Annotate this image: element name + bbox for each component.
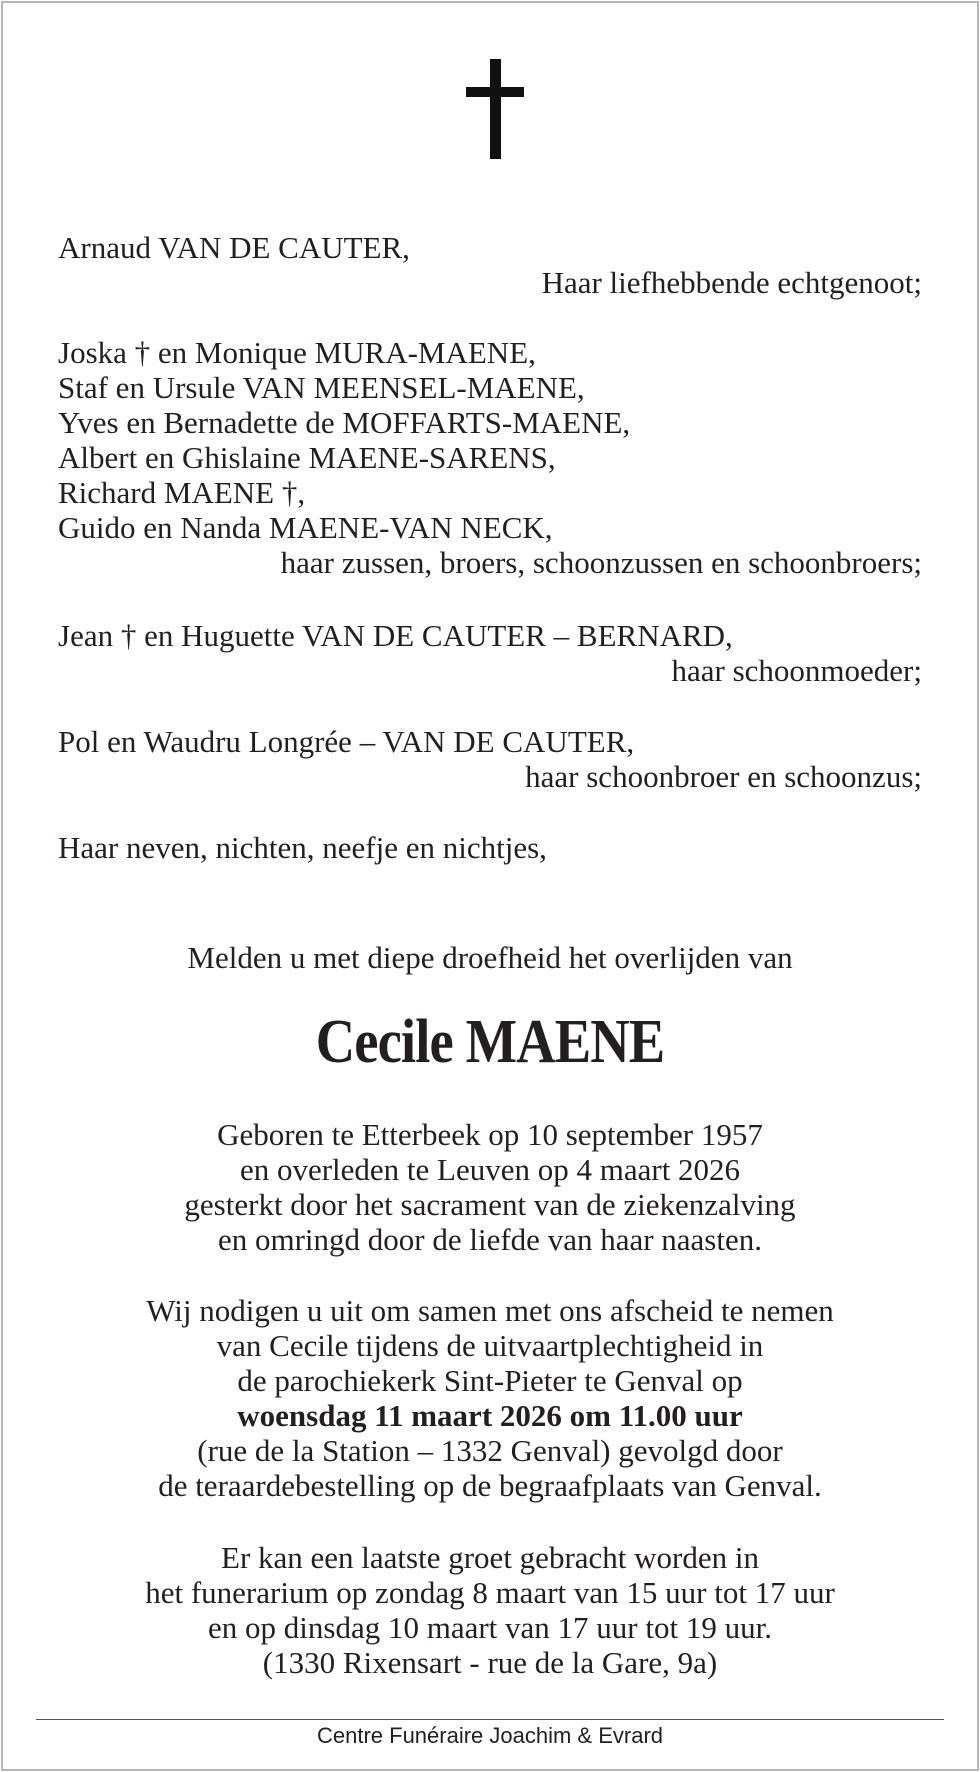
invitation-line: van Cecile tijdens de uitvaartplechtigheid in xyxy=(216,1328,764,1363)
brother-in-law-name: Pol en Waudru Longrée – VAN DE CAUTER, xyxy=(58,724,635,759)
visitation-line: en op dinsdag 10 maart van 17 uur tot 19 uur. xyxy=(208,1610,772,1645)
spouse-role: Haar liefhebbende echtgenoot; xyxy=(541,265,922,300)
sibling-line: Yves en Bernadette de MOFFARTS-MAENE, xyxy=(58,405,631,440)
detail-line: en overleden te Leuven op 4 maart 2026 xyxy=(239,1152,741,1187)
spouse-name: Arnaud VAN DE CAUTER, xyxy=(58,230,410,265)
invitation-line: de teraardebestelling op de begraafplaats van Genval. xyxy=(158,1468,822,1503)
funeral-date-time: woensdag 11 maart 2026 om 11.00 uur xyxy=(237,1398,743,1433)
visitation-line: het funerarium op zondag 8 maart van 15 uur tot 17 uur xyxy=(145,1575,835,1610)
nephews-line: Haar neven, nichten, neefje en nichtjes, xyxy=(58,830,547,865)
sibling-line: Staf en Ursule VAN MEENSEL-MAENE, xyxy=(58,370,585,405)
detail-line: Geboren te Etterbeek op 10 september 1957 xyxy=(217,1117,763,1152)
sibling-line: Guido en Nanda MAENE-VAN NECK, xyxy=(58,510,553,545)
brother-in-law-role: haar schoonbroer en schoonzus; xyxy=(525,759,922,794)
funeral-home-name: Centre Funéraire Joachim & Evrard xyxy=(316,1723,664,1748)
invitation-line: de parochiekerk Sint-Pieter te Genval op xyxy=(237,1363,743,1398)
in-laws-role: haar schoonmoeder; xyxy=(671,653,922,688)
in-laws-name: Jean † en Huguette VAN DE CAUTER – BERNARD, xyxy=(58,618,733,653)
sibling-line: Richard MAENE †, xyxy=(58,475,306,510)
sibling-line: Albert en Ghislaine MAENE-SARENS, xyxy=(58,440,556,475)
latin-cross-icon xyxy=(466,59,524,159)
sibling-line: Joska † en Monique MURA-MAENE, xyxy=(58,335,536,370)
invitation-line: Wij nodigen u uit om samen met ons afscheid te nemen xyxy=(146,1293,834,1328)
visitation-address: (1330 Rixensart - rue de la Gare, 9a) xyxy=(262,1645,718,1680)
visitation-line: Er kan een laatste groet gebracht worden in xyxy=(221,1540,759,1575)
siblings-role: haar zussen, broers, schoonzussen en schoonbroers; xyxy=(280,545,922,580)
detail-line: en omringd door de liefde van haar naasten. xyxy=(217,1222,762,1257)
footer-divider xyxy=(36,1719,944,1720)
detail-line: gesterkt door het sacrament van de ziekenzalving xyxy=(184,1187,796,1222)
deceased-name: Cecile MAENE xyxy=(315,1008,665,1076)
announcement: Melden u met diepe droefheid het overlijden van xyxy=(187,940,793,975)
invitation-line: (rue de la Station – 1332 Genval) gevolgd door xyxy=(197,1433,783,1468)
